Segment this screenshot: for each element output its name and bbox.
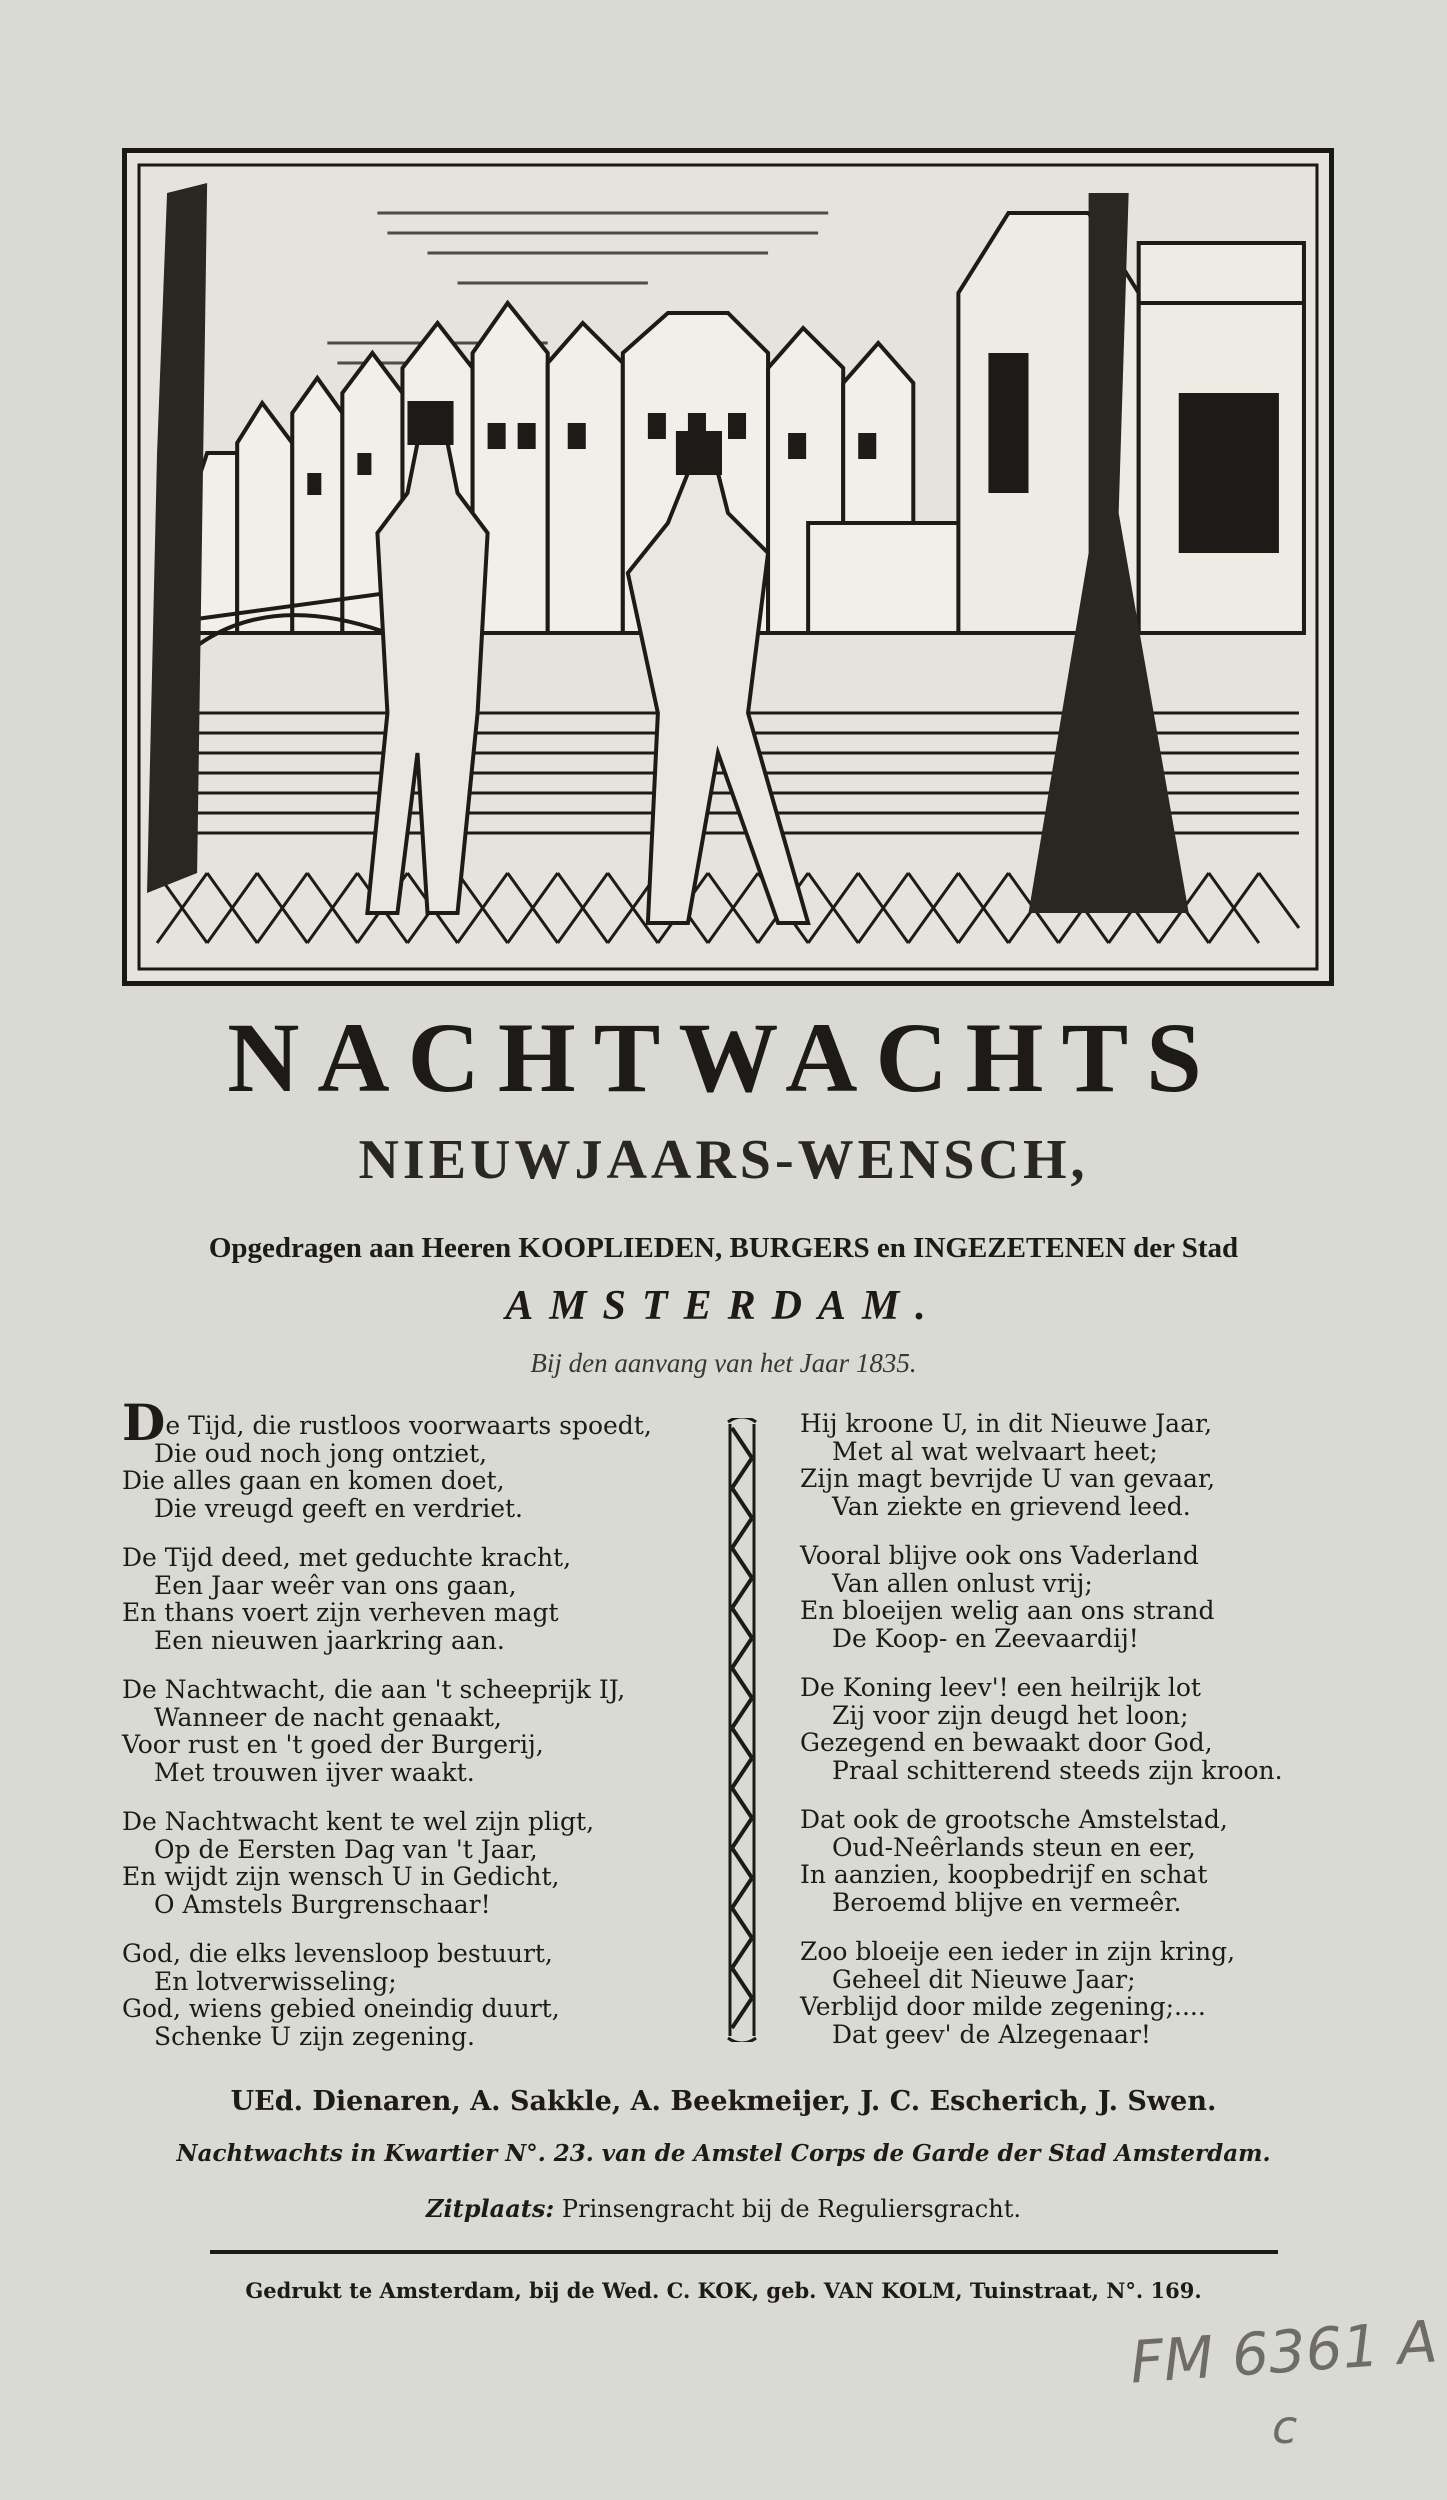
drop-cap: D <box>122 1393 166 1452</box>
verse-line: De Nachtwacht kent te wel zijn pligt, <box>122 1807 595 1836</box>
verse-line: God, wiens gebied oneindig duurt, <box>122 1994 560 2023</box>
verse-line: Voor rust en 't goed der Burgerij, <box>122 1730 544 1759</box>
poem-right-column <box>800 1410 1360 2070</box>
verse-line: Vooral blijve ook ons Vaderland <box>800 1541 1199 1570</box>
verse-line: Die vreugd geeft en verdriet. <box>154 1493 523 1523</box>
verse-line: Dat geev' de Alzegenaar! <box>832 2019 1151 2049</box>
verse-line: De Tijd deed, met geduchte kracht, <box>122 1543 572 1572</box>
stanza <box>800 1410 1360 1520</box>
quarter-line: Nachtwachts in Kwartier N°. 23. van de Amstel Corps de Garde der Stad Amsterdam. <box>176 2140 1271 2167</box>
canal-street-scene <box>127 153 1329 981</box>
verse-line: Een Jaar weêr van ons gaan, <box>154 1570 517 1600</box>
printer-line: Gedrukt te Amsterdam, bij de Wed. C. KOK, geb. VAN KOLM, Tuinstraat, N°. 169. <box>245 2278 1202 2303</box>
verse-line: Oud-Neêrlands steun en eer, <box>832 1832 1196 1862</box>
stanza <box>800 1674 1360 1784</box>
verse-line: Die oud noch jong ontziet, <box>154 1438 488 1468</box>
verse-line: Met trouwen ijver waakt. <box>154 1757 475 1787</box>
poem-left-column <box>122 1393 682 2072</box>
verse-line: Schenke U zijn zegening. <box>154 2021 475 2051</box>
seat-label: Zitplaats: <box>426 2194 555 2223</box>
verse-line: En thans voert zijn verheven magt <box>122 1598 559 1627</box>
verse-line: Op de Eersten Dag van 't Jaar, <box>154 1834 538 1864</box>
verse-line: En lotverwisseling; <box>154 1966 397 1996</box>
verse-line: De Koning leev'! een heilrijk lot <box>800 1673 1201 1702</box>
verse-line: O Amstels Burgrenschaar! <box>154 1889 491 1919</box>
verse-line: Met al wat welvaart heet; <box>832 1436 1158 1466</box>
column-divider-ornament <box>724 1418 760 2042</box>
pencil-annotation: FM 6361 A <box>1128 2307 1440 2397</box>
verse-line: De Tijd, die rustloos voorwaarts spoedt, <box>122 1393 652 1452</box>
city-name: AMSTERDAM. <box>505 1283 942 1329</box>
verse-line: En bloeijen welig aan ons strand <box>800 1596 1215 1625</box>
verse-line: Een nieuwen jaarkring aan. <box>154 1625 505 1655</box>
verse-line: Geheel dit Nieuwe Jaar; <box>832 1964 1136 1994</box>
stanza <box>122 1808 682 1918</box>
verse-line: Praal schitterend steeds zijn kroon. <box>832 1755 1283 1785</box>
subtitle: NIEUWJAARS-WENSCH, <box>358 1129 1089 1191</box>
footer-rule <box>210 2250 1278 2254</box>
verse-line: Die alles gaan en komen doet, <box>122 1466 505 1495</box>
verse-line: Gezegend en bewaakt door God, <box>800 1728 1213 1757</box>
verse-line: In aanzien, koopbedrijf en schat <box>800 1860 1208 1889</box>
verse-line: Hij kroone U, in dit Nieuwe Jaar, <box>800 1409 1213 1438</box>
verse-line: Dat ook de grootsche Amstelstad, <box>800 1805 1228 1834</box>
main-title: NACHTWACHTS <box>227 1002 1220 1113</box>
verse-line: De Koop- en Zeevaardij! <box>832 1623 1139 1653</box>
stanza <box>800 1542 1360 1652</box>
verse-line: Van ziekte en grievend leed. <box>832 1491 1191 1521</box>
seat-line <box>0 2194 1447 2223</box>
verse-line: God, die elks levensloop bestuurt, <box>122 1939 553 1968</box>
verse-line: Verblijd door milde zegening;.... <box>800 1992 1206 2021</box>
verse-line: Beroemd blijve en vermeêr. <box>832 1887 1182 1917</box>
stanza <box>800 1938 1360 2048</box>
stanza <box>122 1676 682 1786</box>
pencil-annotation-letter: c <box>1272 2400 1298 2454</box>
verse-line: Zijn magt bevrijde U van gevaar, <box>800 1464 1216 1493</box>
verse-line: Wanneer de nacht genaakt, <box>154 1702 502 1732</box>
seat-value: Prinsengracht bij de Reguliersgracht. <box>561 2195 1021 2223</box>
stanza <box>800 1806 1360 1916</box>
dedication-line: Opgedragen aan Heeren KOOPLIEDEN, BURGERS en INGEZETENEN der Stad <box>208 1232 1239 1264</box>
verse-line: Van allen onlust vrij; <box>832 1568 1093 1598</box>
woodcut-illustration <box>122 148 1334 986</box>
stanza <box>122 1940 682 2050</box>
stanza <box>122 1393 682 1523</box>
date-line: Bij den aanvang van het Jaar 1835. <box>530 1348 917 1378</box>
verse-line: De Nachtwacht, die aan 't scheeprijk IJ, <box>122 1675 626 1704</box>
verse-line: En wijdt zijn wensch U in Gedicht, <box>122 1862 560 1891</box>
signers-line: UEd. Dienaren, A. Sakkle, A. Beekmeijer, J. C. Escherich, J. Swen. <box>230 2086 1217 2117</box>
verse-line: Zoo bloeije een ieder in zijn kring, <box>800 1937 1236 1966</box>
stanza <box>122 1544 682 1654</box>
verse-line: Zij voor zijn deugd het loon; <box>832 1700 1189 1730</box>
